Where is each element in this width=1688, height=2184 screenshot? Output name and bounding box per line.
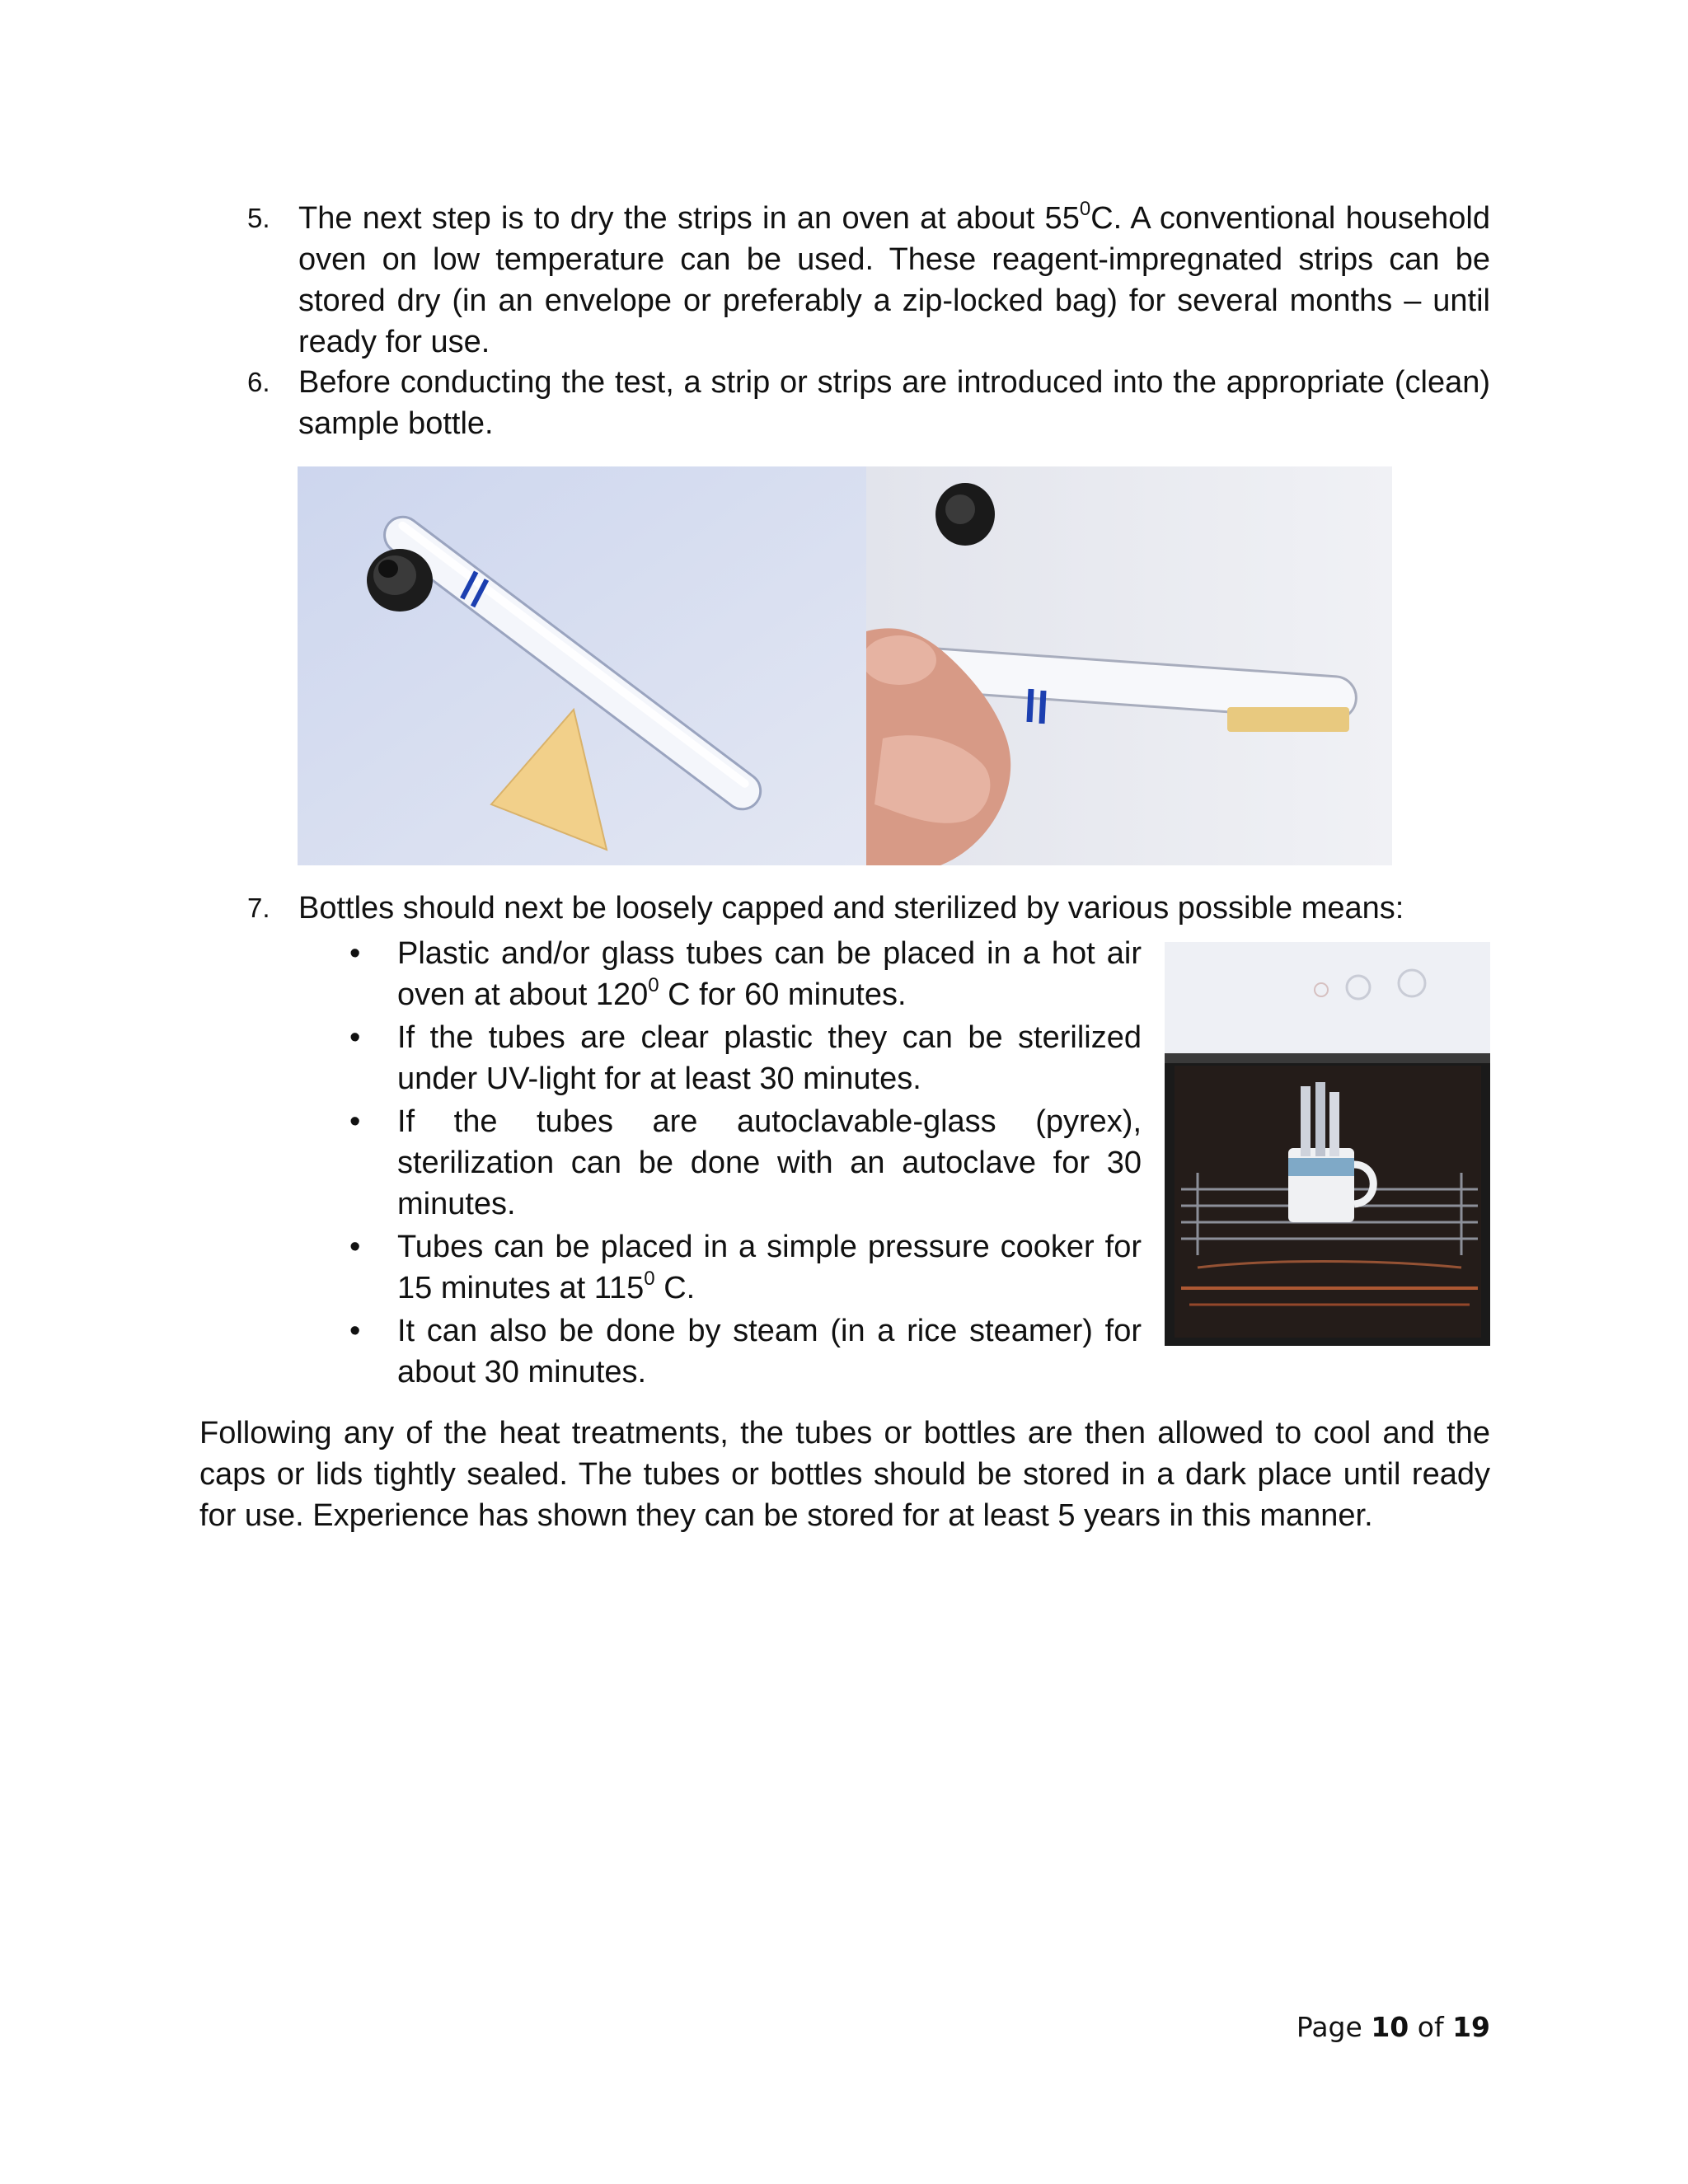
- step-text: Before conducting the test, a strip or strips are introduced into the appropriate (clean) sample bottle.: [298, 365, 1490, 441]
- degree-superscript: 0: [1079, 198, 1091, 221]
- closing-paragraph: Following any of the heat treatments, the tubes or bottles are then allowed to cool and the caps or lids tightly sealed. The tubes or bottles should be stored in a dark place until ready for use. Experience has shown they can be stored for at least 5 years in this manner.: [199, 1416, 1490, 1533]
- step-text: Bottles should next be loosely capped and sterilized by various possible means:: [298, 891, 1404, 926]
- step-text: The next step is to dry the strips in an oven at about $55^0C$. A conventional household oven on low temperature can be used. These reagent-impregnated strips can be stored dry (in an envelope or preferably a zip-locked bag) for several months – until ready for use.: [298, 198, 1490, 359]
- bullet-icon: •: [349, 936, 361, 971]
- tube-and-strip-photo: [298, 466, 866, 865]
- bullet-icon: •: [349, 1020, 361, 1055]
- step-6: [247, 362, 1490, 444]
- sterilization-methods-list: [338, 933, 1142, 1394]
- list-item: • Tubes can be placed in a simple pressure cooker for 15 minutes at $115^0$ C.: [338, 1226, 1142, 1309]
- list-item: • If the tubes are clear plastic they can be sterilized under UV-light for at least 30 minutes.: [338, 1017, 1142, 1099]
- step-7: [247, 888, 1490, 930]
- sample-bottle-photos: [298, 466, 1392, 865]
- list-item: • If the tubes are autoclavable-glass (pyrex), sterilization can be done with an autoclave for 30 minutes.: [338, 1101, 1142, 1225]
- step-number: 6.: [247, 367, 270, 397]
- bullet-icon: •: [349, 1230, 361, 1264]
- step-number: 5.: [247, 203, 270, 233]
- step-5: [247, 198, 1490, 363]
- list-item: • Plastic and/or glass tubes can be placed in a hot air oven at about $120^0$ C for 60 minutes.: [338, 933, 1142, 1015]
- hand-with-tube-photo: [866, 466, 1392, 865]
- step-number: 7.: [247, 893, 270, 923]
- list-item: • It can also be done by steam (in a rice steamer) for about 30 minutes.: [338, 1310, 1142, 1393]
- oven-photo: [1165, 942, 1490, 1346]
- bullet-icon: •: [349, 1104, 361, 1139]
- bullet-icon: •: [349, 1314, 361, 1348]
- page-number-footer: Page 10 of 19: [1296, 2011, 1490, 2043]
